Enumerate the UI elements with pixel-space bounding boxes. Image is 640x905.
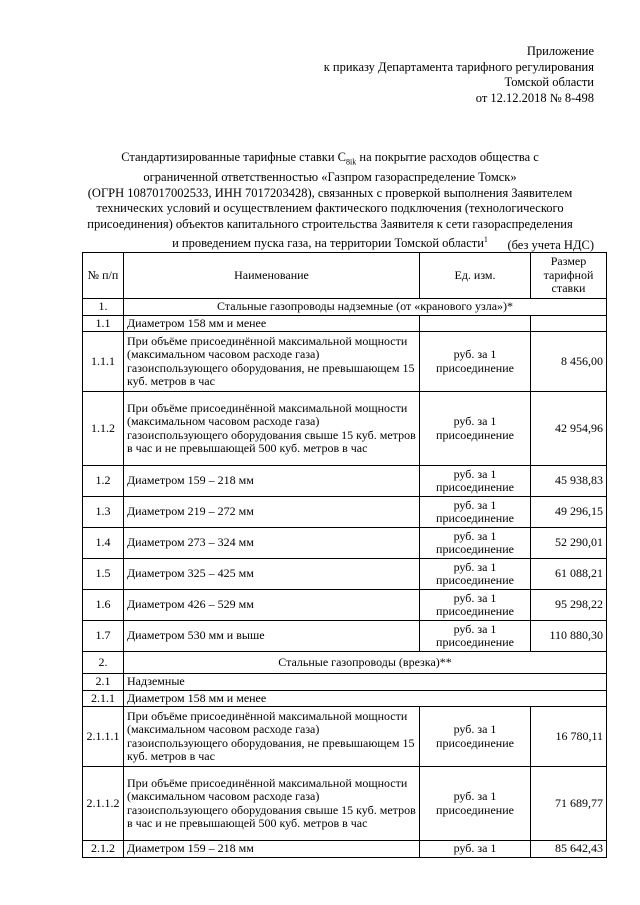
table-row: 2.1.1.1 При объёме присоединённой максимальной мощности (максимальном часовом расходе газа) газоиспользующего оборудования, не превышающем 15 куб. метров в час руб. за 1 присоединение 16 780,11	[83, 707, 607, 767]
tariff-table	[82, 252, 607, 858]
table-row: 2.1.2 Диаметром 159 – 218 мм руб. за 1 85 642,43	[83, 841, 607, 858]
table-row: 1.7 Диаметром 530 мм и выше руб. за 1 присоединение 110 880,30	[83, 621, 607, 652]
title-line-3: (ОГРН 1087017002533, ИНН 7017203428), связанных с проверкой выполнения Заявителем	[87, 185, 573, 200]
order-date-number: от 12.12.2018 № 8-498	[475, 90, 594, 105]
table-header-row	[83, 253, 607, 299]
title-line-6: и проведением пуска газа, на территории Томской области$^1$	[172, 235, 488, 251]
title-line-2: ограниченной ответственностью «Газпром газораспределение Томск»	[143, 170, 517, 184]
table-row: 2.1.1.2 При объёме присоединённой максимальной мощности (максимальном часовом расходе газа) газоиспользующего оборудования свыше 15 куб. метров в час и не превышающей 500 куб. метров в час руб. за 1 присоединение 71 689,77	[83, 767, 607, 841]
table-row: 1.4 Диаметром 273 – 324 мм руб. за 1 присоединение 52 290,01	[83, 528, 607, 559]
title-line-1: Стандартизированные тарифные ставки $С_{8ik}$ на покрытие расходов общества с	[121, 150, 539, 167]
section-row: 1. Стальные газопроводы надземные (от «кранового узла»)*	[83, 299, 607, 316]
table-row: 1.1.1 При объёме присоединённой максимальной мощности (максимальном часовом расходе газа) газоиспользующего оборудования, не превышающем 15 куб. метров в час руб. за 1 присоединение 8 456,00	[83, 332, 607, 392]
table-row: 1.2 Диаметром 159 – 218 мм руб. за 1 присоединение 45 938,83	[83, 466, 607, 497]
region-line: Томской области	[504, 75, 594, 89]
order-reference-line: к приказу Департамента тарифного регулирования	[323, 59, 594, 74]
table-row: 1.1.2 При объёме присоединённой максимальной мощности (максимальном часовом расходе газа) газоиспользующего оборудования свыше 15 куб. метров в час и не превышающей 500 куб. метров в час руб. за 1 присоединение 42 954,96	[83, 392, 607, 466]
title-line-5: присоединения) объектов капитального строительства Заявителя к сети газораспределения	[87, 216, 573, 231]
header-unit: Ед. изм.	[420, 253, 531, 299]
appendix-label: Приложение	[526, 44, 594, 58]
vat-note: (без учета НДС)	[507, 238, 594, 252]
document-title	[60, 150, 600, 252]
footnote-mark: 1	[483, 235, 488, 244]
order-reference	[324, 44, 594, 106]
table-row: 2.1.1 Диаметром 158 мм и менее	[83, 690, 607, 707]
table-row: 1.1 Диаметром 158 мм и менее	[83, 315, 607, 332]
header-num: № п/п	[83, 253, 124, 299]
section-row: 2. Стальные газопроводы (врезка)**	[83, 652, 607, 674]
title-line-4: технических условий и осуществлением фактического подключения (технологического	[96, 201, 564, 215]
table-row: 1.3 Диаметром 219 – 272 мм руб. за 1 присоединение 49 296,15	[83, 497, 607, 528]
table-row: 2.1 Надземные	[83, 674, 607, 691]
header-name: Наименование	[124, 253, 420, 299]
table-row: 1.5 Диаметром 325 – 425 мм руб. за 1 присоединение 61 088,21	[83, 559, 607, 590]
table-row: 1.6 Диаметром 426 – 529 мм руб. за 1 присоединение 95 298,22	[83, 590, 607, 621]
header-price: Размер тарифной ставки	[531, 253, 607, 299]
